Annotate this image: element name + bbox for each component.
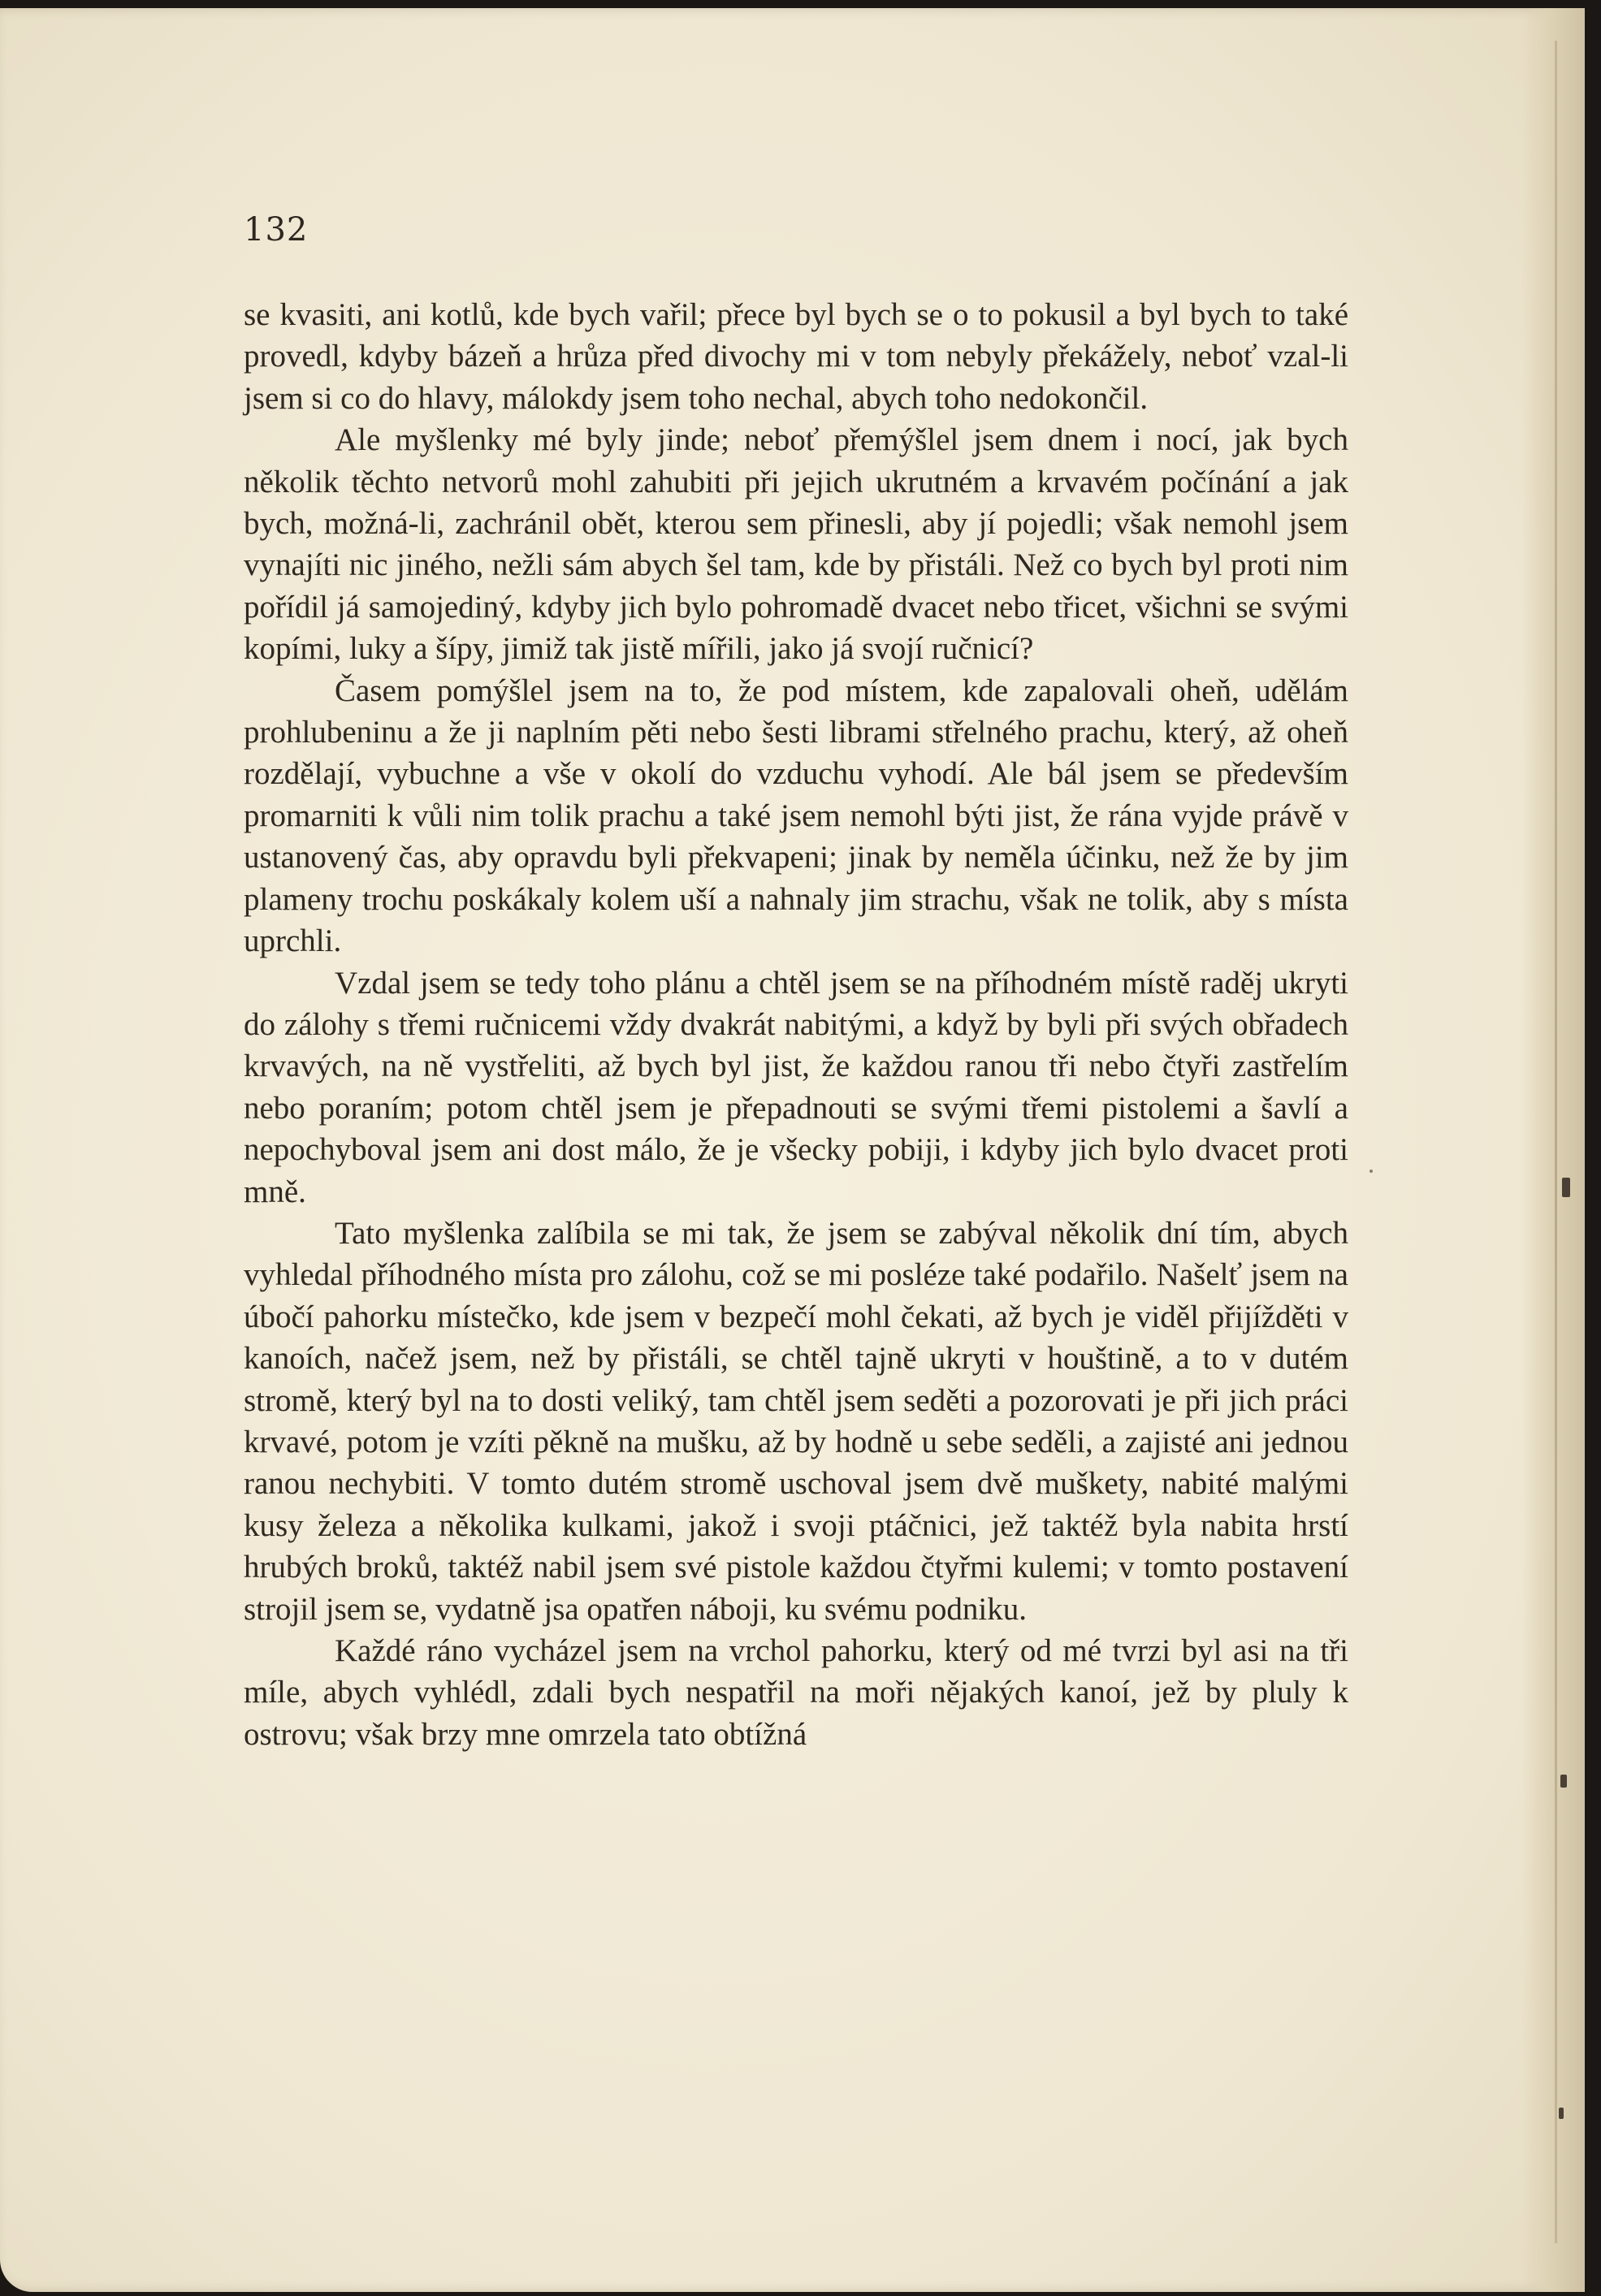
binding-edge	[1555, 41, 1557, 2243]
page-gutter	[1521, 8, 1585, 2292]
binding-mark	[1560, 1775, 1567, 1788]
page-speck	[1370, 1170, 1373, 1173]
paragraph: Vzdal jsem se tedy toho plánu a chtěl jsem se na příhodném místě raděj ukryti do zálohy s třemi ručnicemi vždy dvakrát nabitými, a když by byli při svých obřadech krvavých, na ně vystřeliti, až bych byl jist, že každou ranou tři nebo čtyři zastřelím nebo poraním; potom chtěl jsem je přepadnouti se svými třemi pistolemi a šavlí a nepochyboval jsem ani dost málo, že je všecky pobiji, i kdyby jich bylo dvacet proti mně.	[244, 965, 1348, 1209]
body-text	[244, 294, 1348, 1755]
binding-mark	[1562, 1178, 1570, 1197]
paragraph: Tato myšlenka zalíbila se mi tak, že jsem se zabýval několik dní tím, abych vyhledal příhodného místa pro zálohu, což se mi posléze také podařilo. Našelť jsem na úbočí pahorku místečko, kde jsem v bezpečí mohl čekati, až bych je viděl přijížděti v kanoích, načež jsem, než by přistáli, se chtěl tajně ukryti v houštině, a to v dutém stromě, který byl na to dosti veliký, tam chtěl jsem seděti a pozorovati je při jich práci krvavé, potom je vzíti pěkně na mušku, až by hodně u sebe seděli, a zajisté ani jednou ranou nechybiti. V tomto dutém stromě uschoval jsem dvě muškety, nabité malými kusy železa a několika kulkami, jakož i svoji ptáčnici, jež taktéž byla nabita hrstí hrubých broků, taktéž nabil jsem své pistole každou čtyřmi kulemi; v tomto postavení strojil jsem se, vydatně jsa opatřen náboji, ku svému podniku.	[244, 1215, 1348, 1627]
page-number: 132	[244, 211, 309, 249]
binding-mark	[1559, 2108, 1564, 2119]
paragraph: se kvasiti, ani kotlů, kde bych vařil; přece byl bych se o to pokusil a byl bych to také provedl, kdyby bázeň a hrůza před divochy mi v tom nebyly překážely, neboť vzal-li jsem si co do hlavy, málokdy jsem toho nechal, abych toho nedokončil.	[244, 297, 1348, 416]
paragraph: Časem pomýšlel jsem na to, že pod místem, kde zapalovali oheň, udělám prohlubeninu a že ji naplním pěti nebo šesti librami střelného prachu, který, až oheň rozdělají, vybuchne a vše v okolí do vzduchu vyhodí. Ale bál jsem se především promarniti k vůli nim tolik prachu a také jsem nemohl býti jist, že rána vyjde právě v ustanovený čas, aby opravdu byli překvapeni; jinak by neměla účinku, než že by jim plameny trochu poskákaly kolem uší a nahnaly jim strachu, však ne tolik, aby s místa uprchli.	[244, 672, 1348, 959]
paper-page	[0, 8, 1585, 2292]
paragraph: Ale myšlenky mé byly jinde; neboť přemýšlel jsem dnem i nocí, jak bych několik těchto netvorů mohl zahubiti při jejich ukrutném a krvavém počínání a jak bych, možná-li, zachránil obět, kterou sem přinesli, aby jí pojedli; však nemohl jsem vynajíti nic jiného, nežli sám abych šel tam, kde by přistáli. Než co bych byl proti nim pořídil já samojediný, kdyby jich bylo pohromadě dvacet nebo třicet, všichni se svými kopími, luky a šípy, jimiž tak jistě mířili, jako já svojí ručnicí?	[244, 422, 1348, 667]
paragraph: Každé ráno vycházel jsem na vrchol pahorku, který od mé tvrzi byl asi na tři míle, abych vyhlédl, zdali bych nespatřil na moři nějakých kanoí, jež by pluly k ostrovu; však brzy mne omrzela tato obtížná	[244, 1633, 1348, 1752]
